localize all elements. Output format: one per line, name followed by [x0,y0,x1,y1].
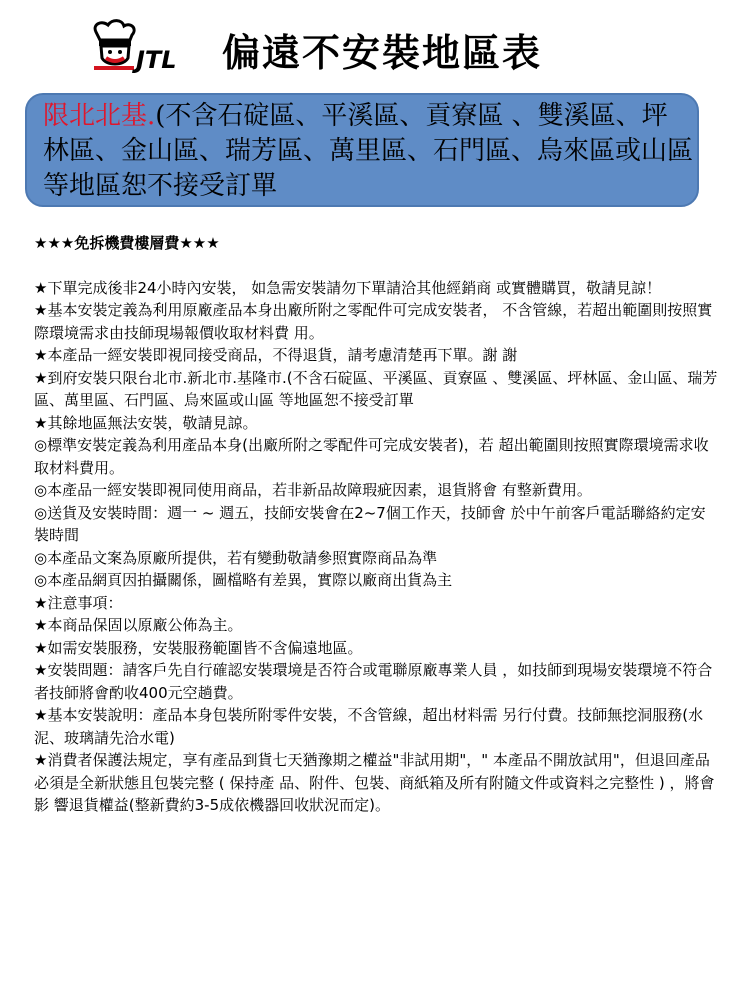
notice-item: ◎標準安裝定義為利用產品本身(出廠所附之零配件可完成安裝者)，若 超出範圍則按照實際環境需求收取材料費用。 [34,436,709,477]
logo-text: JTL [136,46,177,74]
notice-item: ★注意事項： [34,593,123,612]
notice-item: ★如需安裝服務，安裝服務範圍皆不含偏遠地區。 [34,638,363,657]
notice-item: ◎本產品一經安裝即視同使用商品，若非新品故障瑕疵因素，退貨將會 有整新費用。 [34,481,592,499]
page-title: 偏遠不安裝地區表 [222,31,543,75]
notice-item: ★下單完成後非24小時內安裝， 如急需安裝請勿下單請洽其他經銷商 或實體購買，敬請見諒！ [34,278,662,297]
notice-item: ◎本產品網頁因拍攝關係，圖檔略有差異，實際以廠商出貨為主 [34,571,453,589]
header [88,14,608,80]
notice-item: ★其餘地區無法安裝，敬請見諒。 [34,413,258,432]
banner-excluded-areas: (不含石碇區、平溪區、貢寮區 、雙溪區、坪林區、金山區、瑞芳區、萬里區、石門區、烏來區或山區 等地區恕不接受訂單 [43,101,694,201]
banner-text [43,99,693,204]
notice-item: ★基本安裝說明：產品本身包裝所附零件安裝，不含管線，超出材料需 另行付費。技師無挖洞服務(水泥、玻璃請先洽水電) [34,706,704,747]
notice-item: ★消費者保護法規定，享有產品到貨七天猶豫期之權益"非試用期"，" 本產品不開放試用"，但退回產品必須是全新狀態且包裝完整 ( 保持產 品、附件、包裝、商紙箱及所有附隨文件或資料之完整性 ) ，將會影 響退貨權益(整新費約3-5成依機器回收狀況而定)。 [34,751,715,814]
notice-headline: ★★★免拆機費樓層費★★★ [34,234,220,252]
notice-content [34,232,719,817]
notice-item: ◎送貨及安裝時間：週一 ~ 週五，技師安裝會在2~7個工作天，技師會 於中午前客戶電話聯絡約定安裝時間 [34,503,706,544]
notice-item: ◎本產品文案為原廠所提供，若有變動敬請參照實際商品為準 [34,548,438,567]
remote-area-banner [25,93,699,207]
notice-item: ★安裝問題：請客戶先自行確認安裝環境是否符合或電聯原廠專業人員 ，如技師到現場安裝環境不符合者技師將會酌收400元空趟費。 [34,661,713,702]
notice-item: ★本商品保固以原廠公佈為主。 [34,616,243,634]
jtl-chef-logo [88,18,208,76]
notice-item: ★到府安裝只限台北市.新北市.基隆市.(不含石碇區、平溪區、貢寮區 、雙溪區、坪林區、金山區、瑞芳區、萬里區、石門區、烏來區或山區 等地區恕不接受訂單 [34,368,718,409]
notice-item: ★本產品一經安裝即視同接受商品，不得退貨，請考慮清楚再下單。謝 謝 [34,346,518,364]
notice-item: ★基本安裝定義為利用原廠產品本身出廠所附之零配件可完成安裝者， 不含管線，若超出範圍則按照實際環境需求由技師現場報價收取材料費 用。 [34,301,713,342]
spacer [34,255,719,277]
banner-region-highlight: 限北北基. [43,101,156,131]
